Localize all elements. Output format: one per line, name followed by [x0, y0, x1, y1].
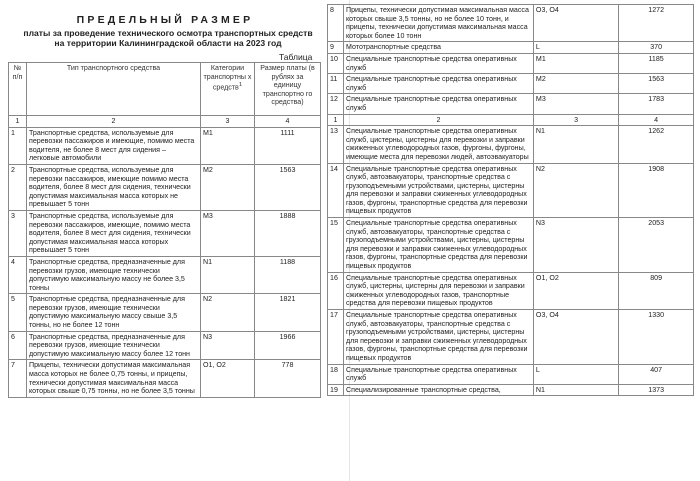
vehicle-type: Специальные транспортные средства оперативных служб, цистерны, цистерны для перевозки и заправки сжиженных углеводородных газов, фургоны, фургоны, имеющие места для перевозки людей, автоэвакуаторы [344, 126, 534, 163]
fee-value: 1185 [619, 53, 694, 73]
fee-value: 1330 [619, 310, 694, 365]
vehicle-type: Специальные транспортные средства оперативных служб, автоэвакуаторы, транспортные средства с грузоподъемными устройствами, цистерны, цистерны для перевозки и заправки сжиженных углеводородных газов, фургоны, транспортные средства для перевозки пищевых продуктов [344, 218, 534, 273]
fee-value: 1966 [255, 331, 321, 360]
vehicle-category: L [533, 42, 618, 54]
row-number: 17 [328, 310, 344, 365]
table-header-row [9, 63, 321, 116]
table-row [328, 272, 694, 309]
header-type: Тип транспортного средства [27, 63, 201, 116]
row-number: 15 [328, 218, 344, 273]
table-row [9, 331, 321, 360]
fee-value: 1888 [255, 210, 321, 256]
table-row [9, 256, 321, 293]
document-subtitle [18, 28, 318, 48]
col-num-2: 2 [344, 114, 534, 126]
vehicle-type: Специальные транспортные средства оперативных служб [344, 74, 534, 94]
row-number: 10 [328, 53, 344, 73]
subtitle-line-1: платы за проведение технического осмотра транспортных средств [23, 28, 313, 38]
row-number: 4 [9, 256, 27, 293]
fee-value: 1821 [255, 294, 321, 331]
vehicle-category: M1 [533, 53, 618, 73]
fee-value: 1111 [255, 127, 321, 164]
vehicle-type: Специальные транспортные средства оперативных служб [344, 364, 534, 384]
fee-table-left [8, 62, 321, 398]
vehicle-type: Транспортные средства, используемые для перевозки пассажиров, имеющие, помимо места водителя, более 8 мест для сидения, технически допустимая максимальная масса которых превышает 5 тонн [27, 210, 201, 256]
fee-value: 1563 [255, 164, 321, 210]
col-num-1: 1 [328, 114, 344, 126]
row-number: 19 [328, 384, 344, 396]
table-row [9, 210, 321, 256]
vehicle-type: Транспортные средства, предназначенные для перевозки грузов, имеющие технически допустимую максимальную массу не более 3,5 тонны [27, 256, 201, 293]
vehicle-category: O1, O2 [533, 272, 618, 309]
vehicle-category: O3, O4 [533, 310, 618, 365]
fee-value: 1373 [619, 384, 694, 396]
right-page [330, 0, 700, 481]
vehicle-category: O3, O4 [533, 5, 618, 42]
vehicle-category: M2 [201, 164, 255, 210]
table-row [328, 94, 694, 114]
row-number: 7 [9, 360, 27, 397]
table-row [328, 310, 694, 365]
table-row [9, 127, 321, 164]
vehicle-category: L [533, 364, 618, 384]
row-number: 2 [9, 164, 27, 210]
vehicle-type: Транспортные средства, предназначенные для перевозки грузов, имеющие технически допустимую максимальную массу свыше 3,5 тонны, но не более 12 тонн [27, 294, 201, 331]
col-num-3: 3 [201, 116, 255, 128]
vehicle-category: M3 [201, 210, 255, 256]
vehicle-type: Специальные транспортные средства оперативных служб [344, 94, 534, 114]
fee-value: 407 [619, 364, 694, 384]
vehicle-type: Специальные транспортные средства оперативных служб, автоэвакуаторы, транспортные средства с грузоподъемными устройствами, цистерны, цистерны для перевозки и заправки сжиженных углеводородных газов, фургоны, транспортные средства для перевозки пищевых продуктов [344, 310, 534, 365]
row-number: 11 [328, 74, 344, 94]
header-category: Категории транспортны х средств$^1$ [201, 63, 255, 116]
vehicle-category: N2 [201, 294, 255, 331]
row-number: 16 [328, 272, 344, 309]
vehicle-category: M3 [533, 94, 618, 114]
table-row [9, 360, 321, 397]
vehicle-category: M2 [533, 74, 618, 94]
table-row [328, 53, 694, 73]
row-number: 5 [9, 294, 27, 331]
row-number: 18 [328, 364, 344, 384]
vehicle-category: N1 [533, 126, 618, 163]
vehicle-type: Прицепы, технически допустимая максимальная масса которых не более 0,75 тонны, и прицепы, технически допустимая максимальная масса которых свыше 0,75 тонны, но не более 3,5 тонны [27, 360, 201, 397]
table-row [328, 218, 694, 273]
vehicle-category: N3 [201, 331, 255, 360]
row-number: 13 [328, 126, 344, 163]
vehicle-type: Транспортные средства, используемые для перевозки пассажиров, имеющие помимо места водителя, более 8 мест для сидения, технически допустимая максимальная масса которых не превышает 5 тонн [27, 164, 201, 210]
header-num: № п/п [9, 63, 27, 116]
document-title: ПРЕДЕЛЬНЫЙ РАЗМЕР [76, 14, 254, 26]
col-num-3: 3 [533, 114, 618, 126]
col-num-2: 2 [27, 116, 201, 128]
vehicle-category: N1 [533, 384, 618, 396]
row-number: 1 [9, 127, 27, 164]
vehicle-type: Транспортные средства, используемые для перевозки пассажиров и имеющие, помимо места водителя, не более 8 мест для сидения – легковые автомобили [27, 127, 201, 164]
row-number: 3 [9, 210, 27, 256]
table-label: Таблица [279, 52, 313, 62]
vehicle-type: Специальные транспортные средства оперативных служб [344, 53, 534, 73]
fee-value: 1262 [619, 126, 694, 163]
table-row [328, 74, 694, 94]
vehicle-category: N1 [201, 256, 255, 293]
table-row [9, 164, 321, 210]
fee-value: 1783 [619, 94, 694, 114]
fee-value: 2053 [619, 218, 694, 273]
fee-value: 1908 [619, 163, 694, 218]
vehicle-type: Мототранспортные средства [344, 42, 534, 54]
row-number: 8 [328, 5, 344, 42]
fee-value: 1272 [619, 5, 694, 42]
table-row [9, 294, 321, 331]
vehicle-type: Специализированные транспортные средства, [344, 384, 534, 396]
table-row [328, 126, 694, 163]
vehicle-category: O1, O2 [201, 360, 255, 397]
vehicle-type: Прицепы, технически допустимая максимальная масса которых свыше 3,5 тонны, но не более 10 тонн, и прицепы, технически допустимая максимальная масса которых более 10 тонн [344, 5, 534, 42]
table-row [328, 42, 694, 54]
row-number: 9 [328, 42, 344, 54]
row-number: 12 [328, 94, 344, 114]
vehicle-category: N2 [533, 163, 618, 218]
row-number: 6 [9, 331, 27, 360]
vehicle-category: M1 [201, 127, 255, 164]
vehicle-type: Специальные транспортные средства оперативных служб, цистерны, цистерны для перевозки и заправки сжиженных углеводородных газов, транспортные средства для перевозки пищевых продуктов [344, 272, 534, 309]
vehicle-type: Транспортные средства, предназначенные для перевозки грузов, имеющие технически допустимую максимальную массу более 12 тонн [27, 331, 201, 360]
vehicle-category: N3 [533, 218, 618, 273]
table-row [328, 5, 694, 42]
fee-value: 370 [619, 42, 694, 54]
fee-value: 1188 [255, 256, 321, 293]
fee-value: 809 [619, 272, 694, 309]
header-fee: Размер платы (в рублях за единицу транспортно го средства) [255, 63, 321, 116]
table-row [328, 364, 694, 384]
subtitle-line-2: на территории Калининградской области на 2023 год [54, 38, 282, 48]
col-num-4: 4 [619, 114, 694, 126]
table-row [328, 384, 694, 396]
column-number-row [9, 116, 321, 128]
col-num-4: 4 [255, 116, 321, 128]
fee-value: 1563 [619, 74, 694, 94]
col-num-1: 1 [9, 116, 27, 128]
table-row [328, 163, 694, 218]
vehicle-type: Специальные транспортные средства оперативных служб, автоэвакуаторы, транспортные средства с грузоподъемными устройствами, цистерны, цистерны для перевозки и заправки сжиженных углеводородных газов, фургоны, транспортные средства для перевозки пищевых продуктов [344, 163, 534, 218]
row-number: 14 [328, 163, 344, 218]
column-number-row [328, 114, 694, 126]
fee-value: 778 [255, 360, 321, 397]
fee-table-right [327, 4, 694, 396]
